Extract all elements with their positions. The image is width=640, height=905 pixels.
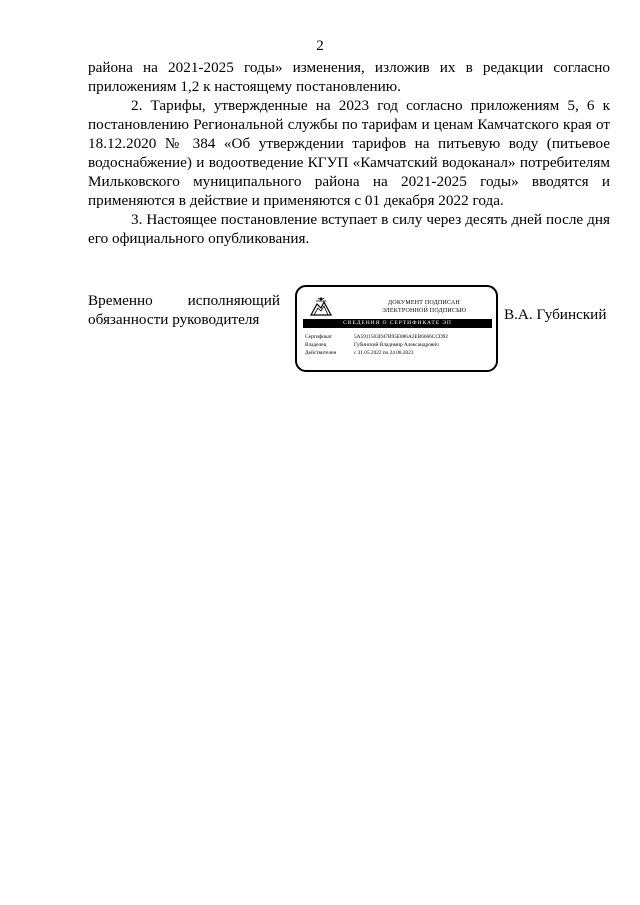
stamp-row-value: Губинский Владимир Александрович [354, 342, 439, 348]
stamp-header: СВЕДЕНИЯ О СЕРТИФИКАТЕ ЭП [303, 319, 492, 328]
paragraph-3: 3. Настоящее постановление вступает в силу через десять дней после дня его официального опубликования. [88, 211, 610, 247]
stamp-details [305, 333, 448, 357]
body-text [88, 58, 610, 248]
stamp-row-value: с 31.05.2022 по 24.08.2023 [354, 350, 414, 356]
paragraph-continuation: района на 2021-2025 годы» изменения, изложив их в редакции согласно приложениям 1,2 к настоящему постановлению. [88, 59, 610, 95]
signer-position-word1: Временно [88, 292, 153, 309]
paragraph-2: 2. Тарифы, утвержденные на 2023 год согласно приложениям 5, 6 к постановлению Региональной службы по тарифам и ценам Камчатского края от 18.12.2020 № 384 «Об утверждении тарифов на питьевую воду (питьевое водоснабжение) и водоотведение КГУП «Камчатский водоканал» потребителям Мильковского муниципального района на 2021-2025 годы» вводятся и применяются в действие и применяются с 01 декабря 2022 года. [88, 97, 610, 209]
stamp-title-line2: ЭЛЕКТРОННОЙ ПОДПИСЬЮ [381, 308, 467, 314]
page-number: 2 [316, 38, 324, 54]
stamp-row-owner [305, 341, 448, 349]
signer-name: В.А. Губинский [504, 306, 607, 323]
stamp-row-certificate [305, 333, 448, 341]
electronic-signature-stamp [295, 285, 498, 372]
stamp-row-key: Сертификат [305, 334, 332, 340]
stamp-row-key: Владелец [305, 342, 327, 348]
signer-position-line2: обязанности руководителя [88, 311, 260, 328]
stamp-title-line1: ДОКУМЕНТ ПОДПИСАН [388, 300, 460, 306]
signer-position-word2: исполняющий [187, 292, 280, 309]
stamp-row-value: 5A5911503D47B95E886A2EB6666CCD92 [354, 334, 448, 340]
coat-of-arms-emblem [309, 296, 333, 316]
signer-position [88, 291, 280, 329]
stamp-title [361, 299, 487, 315]
stamp-row-validity [305, 349, 448, 357]
stamp-row-key: Действителен [305, 350, 337, 356]
signer-position-line1 [88, 291, 280, 310]
